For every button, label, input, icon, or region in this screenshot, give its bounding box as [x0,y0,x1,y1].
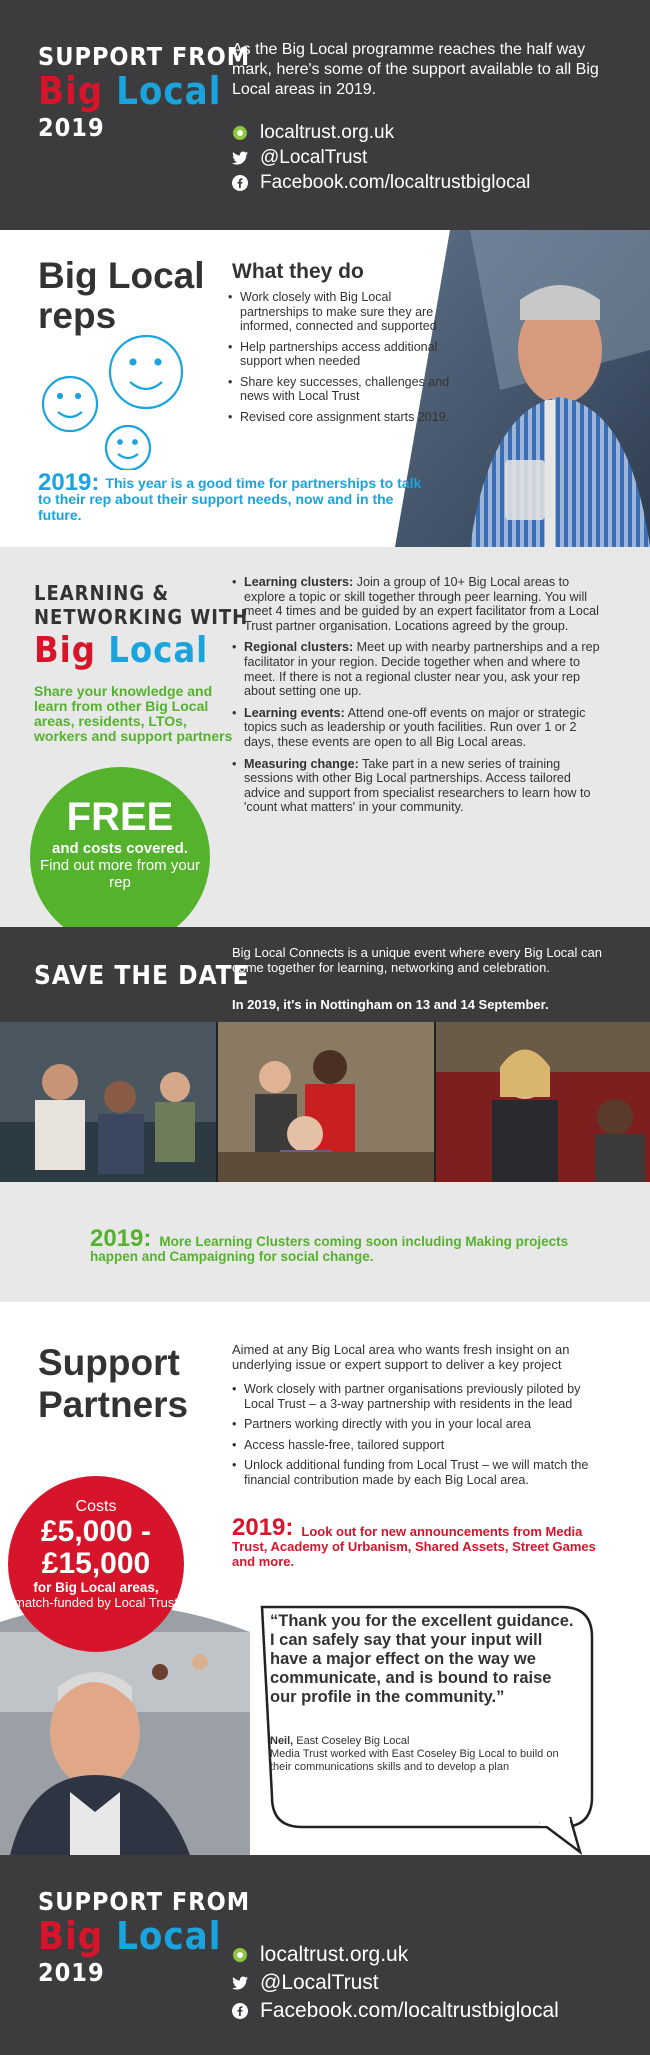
learning-list [232,575,602,822]
website-link[interactable] [232,120,530,145]
free-badge: FREE and costs covered. Find out more from your rep [30,767,210,927]
reps-note: 2019: This year is a good time for partnerships to talk to their rep about their support needs, now and in the future. [38,469,422,523]
footer-logo: SUPPORT FROM Big Local 2019 [38,1887,251,1987]
website-link[interactable]: localtrust.org.uk [232,1941,559,1969]
list-item: • Learning clusters: Join a group of 10+ Big Local areas to explore a topic or skill together through peer learning. You will meet 4 times and be guided by an expert facilitator from a Local Trust partner organisation. Locations agreed by the group. [232,575,602,633]
band-2019-section [0,1182,650,1302]
twitter-link[interactable]: @LocalTrust [232,1969,559,1997]
list-item: • Work closely with partner organisations previously piloted by Local Trust – a 3-way partnership with residents in the lead [232,1382,612,1411]
intro-text: As the Big Local programme reaches the half way mark, here's some of the support available to all Big Local areas in 2019. [232,41,599,98]
save-date-when: In 2019, it's in Nottingham on 13 and 14 September. [232,997,549,1012]
support-partners-section [0,1302,650,1855]
logo-line1: SUPPORT FROM [38,42,251,71]
reps-list [228,290,458,430]
photo-strip [0,1022,650,1182]
partners-aim: Aimed at any Big Local area who wants fresh insight on an underlying issue or expert support to deliver a key project [232,1342,570,1372]
list-item: • Revised core assignment starts 2019. [228,410,458,425]
contact-links [232,120,530,195]
save-date-section [0,927,650,1022]
reps-subtitle: What they do [232,260,364,283]
band-note: 2019: More Learning Clusters coming soon including Making projects happen and Campaigning for social change. [90,1225,569,1264]
globe-icon [232,1947,248,1963]
list-item: • Help partnerships access additional support when needed [228,340,458,369]
logo-year: 2019 [38,112,105,142]
partners-list [232,1382,612,1493]
smiley-faces-icon [38,330,208,470]
reps-section [0,230,650,547]
list-item: • Regional clusters: Meet up with nearby partnerships and a rep facilitator in your region. Decide together when and where to meet. If there is not a regional cluster near you, ask your rep about setting one up. [232,640,602,698]
facebook-text: Facebook.com/localtrustbiglocal [260,171,531,193]
twitter-link[interactable] [232,145,530,170]
note-year: 2019: [38,469,100,496]
facebook-link[interactable]: Facebook.com/localtrustbiglocal [232,1997,559,2025]
facebook-icon [232,175,248,191]
twitter-text: @LocalTrust [260,146,368,168]
save-date-desc: Big Local Connects is a unique event where every Big Local can come together for learning, networking and celebration. [232,945,602,975]
partners-title: Support Partners [38,1342,189,1425]
testimonial-author: Neil, East Coseley Big Local Media Trust worked with East Coseley Big Local to build on their communications skills and to develop a plan [270,1735,559,1773]
list-item: • Share key successes, challenges and news with Local Trust [228,375,458,404]
learning-title: LEARNING & NETWORKING WITH Big Local [34,581,249,671]
save-date-title: SAVE THE DATE [34,961,250,991]
list-item: • Partners working directly with you in your local area [232,1417,612,1432]
share-text: Share your knowledge and learn from other Big Local areas, residents, LTOs, workers and support partners [34,683,233,744]
partners-note: 2019: Look out for new announcements from Media Trust, Academy of Urbanism, Shared Assets, Street Games and more. [232,1514,596,1569]
globe-icon [232,125,248,141]
list-item: • Access hassle-free, tailored support [232,1438,612,1453]
list-item: • Learning events: Attend one-off events on major or strategic topics such as leadership or youth facilities. Run over 1 or 2 days, these events are open to all Big Local areas. [232,706,602,750]
testimonial-quote: “Thank you for the excellent guidance. I can safely say that your input will have a major effect on the way we communicate, and is bound to raise our profile in the community.” [270,1612,574,1706]
header-section [0,0,650,230]
twitter-icon [232,1975,248,1991]
costs-badge: Costs £5,000 - £15,000 for Big Local areas, match-funded by Local Trust [8,1476,184,1652]
twitter-icon [232,150,248,166]
big-local-logo [38,42,250,142]
event-photos [0,1022,650,1182]
learning-section [0,547,650,927]
footer-links [232,1941,559,2025]
reps-title: Big Local reps [38,255,205,336]
list-item: • Unlock additional funding from Local Trust – we will match the financial contribution made by each Big Local area. [232,1458,612,1487]
facebook-icon [232,2003,248,2019]
footer-section [0,1855,650,2055]
website-text: localtrust.org.uk [260,121,395,143]
logo-big: Big [38,69,104,113]
logo-local: Local [116,69,222,113]
facebook-link[interactable] [232,170,530,195]
list-item: • Measuring change: Take part in a new series of training sessions with other Big Local partnerships. Access tailored advice and support from specialist researchers to learn how to 'count what matters' in your community. [232,757,602,815]
list-item: • Work closely with Big Local partnerships to make sure they are informed, connected and supported [228,290,458,334]
